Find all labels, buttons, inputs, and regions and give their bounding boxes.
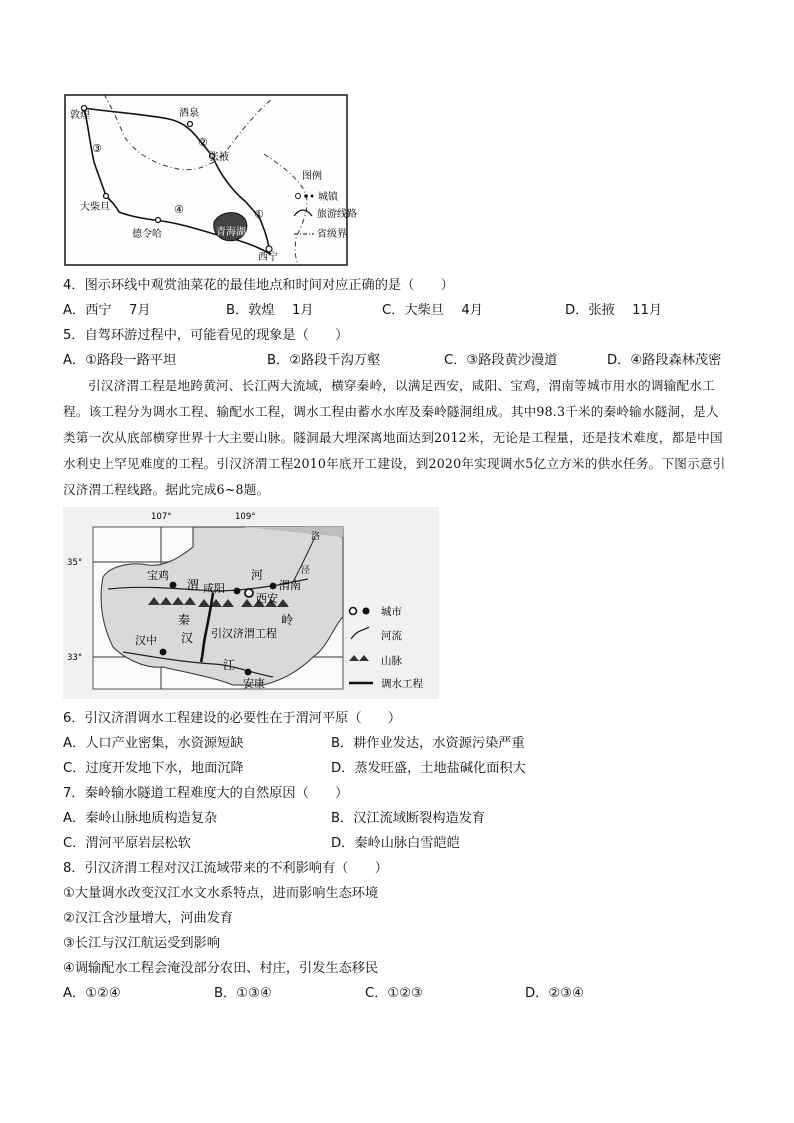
q4-option-a[interactable]: A．西宁 7月	[63, 303, 151, 318]
legend-project: 调水工程	[381, 678, 423, 690]
label-zhangye: 张掖	[209, 152, 229, 163]
legend-route: 旅游线路	[317, 209, 357, 220]
label-xian: 西安	[256, 592, 278, 605]
q7-stem: 7．秦岭输水隧道工程难度大的自然原因（ ）	[63, 786, 349, 801]
legend-city: 城市	[381, 606, 402, 618]
label-wei-1: 渭	[187, 578, 200, 592]
travel-route-map	[64, 94, 357, 266]
q8-option-c[interactable]: C．①②③	[365, 986, 423, 1001]
label-qinghaihu: 青海湖	[216, 227, 246, 238]
q6-option-d[interactable]: D．蒸发旺盛，土地盐碱化面积大	[331, 761, 526, 776]
town-dachaidan-dot	[104, 194, 109, 199]
label-baoji: 宝鸡	[147, 569, 169, 582]
label-weinan: 渭南	[279, 579, 301, 592]
q8-item-2: ②汉江含沙量增大，河曲发育	[63, 911, 234, 926]
q4-option-c[interactable]: C．大柴旦 4月	[382, 303, 483, 318]
route-marker-2: ②	[198, 136, 208, 149]
label-han-1: 汉	[181, 631, 194, 645]
legend-river: 河流	[381, 630, 402, 642]
city-hanzhong-dot	[160, 649, 167, 656]
label-dachaidan: 大柴旦	[80, 202, 110, 213]
town-delingha-dot	[156, 218, 161, 223]
q6-option-c[interactable]: C．过度开发地下水，地面沉降	[63, 761, 244, 776]
label-delingha: 德令哈	[132, 229, 162, 240]
hanjiang-weihe-project-map	[63, 507, 439, 699]
q7-option-a[interactable]: A．秦岭山脉地质构造复杂	[63, 811, 218, 826]
lat-label-35: 35°	[67, 558, 83, 568]
city-baoji-dot	[170, 582, 177, 589]
reading-passage: 引汉济渭工程是地跨黄河、长江两大流域，横穿秦岭，以满足西安，咸阳、宝鸡，渭南等城市用水的调输配水工程。该工程分为调水工程、输配水工程，调水工程由蓄水水库及秦岭隧洞组成。其中98.3千米的秦岭输水隧洞，是人类第一次从底部横穿世界十大主要山脉。隧洞最大埋深离地面达到2012米，无论是工程量，还是技术难度，都是中国水利史上罕见难度的工程。引汉济渭工程2010年底开工建设，到2020年实现调水5亿立方米的供水任务。下图示意引汉济渭工程线路。据此完成6~8题。	[63, 378, 726, 497]
label-wei-2: 河	[251, 568, 264, 582]
label-project: 引汉济渭工程	[211, 627, 277, 640]
q4-stem: 4．图示环线中观赏油菜花的最佳地点和时间对应正确的是（ ）	[63, 278, 454, 293]
q6-option-a[interactable]: A．人口产业密集，水资源短缺	[63, 736, 244, 751]
city-xian-dot	[245, 589, 253, 597]
label-jing: 泾	[301, 566, 311, 576]
legend-border: 省级界	[317, 229, 347, 240]
q4-option-d[interactable]: D．张掖 11月	[565, 303, 663, 318]
city-weinan-dot	[270, 583, 277, 590]
legend-town: 城镇	[318, 192, 338, 203]
label-jiuquan: 酒泉	[179, 108, 199, 119]
lon-label-107: 107°	[151, 512, 172, 522]
q6-stem: 6．引汉济渭调水工程建设的必要性在于渭河平原（ ）	[63, 711, 402, 726]
route-marker-1: ①	[254, 208, 264, 221]
q7-option-c[interactable]: C．渭河平原岩层松软	[63, 836, 191, 851]
label-hanzhong: 汉中	[135, 634, 157, 647]
q5-stem: 5．自驾环游过程中，可能看见的现象是（ ）	[63, 328, 349, 343]
q8-option-d[interactable]: D．②③④	[525, 986, 584, 1001]
q4-option-b[interactable]: B．敦煌 1月	[226, 303, 314, 318]
q8-option-b[interactable]: B．①③④	[214, 986, 272, 1001]
q8-item-1: ①大量调水改变汉江水文水系特点，进而影响生态环境	[63, 886, 379, 901]
town-jiuquan-dot	[188, 122, 193, 127]
label-qin-2: 岭	[281, 613, 294, 627]
q8-item-3: ③长江与汉江航运受到影响	[63, 936, 220, 951]
q5-option-b[interactable]: B．②路段千沟万壑	[267, 353, 381, 368]
q5-option-a[interactable]: A．①路段一路平坦	[63, 353, 177, 368]
legend-title: 图例	[302, 171, 322, 182]
label-xianyang: 咸阳	[203, 582, 225, 595]
label-han-2: 江	[223, 658, 236, 672]
lat-label-33: 33°	[67, 653, 83, 663]
q7-option-b[interactable]: B．汉江流域断裂构造发育	[331, 811, 486, 826]
legend-mountain: 山脉	[381, 655, 402, 667]
q8-option-a[interactable]: A．①②④	[63, 986, 121, 1001]
label-luo: 洛	[311, 532, 321, 542]
city-xianyang-dot	[234, 588, 241, 595]
route-marker-3: ③	[92, 142, 102, 155]
q8-stem: 8．引汉济渭工程对汉江流域带来的不利影响有（ ）	[63, 861, 388, 876]
q7-option-d[interactable]: D．秦岭山脉白雪皑皑	[331, 836, 460, 851]
label-qin-1: 秦	[178, 613, 191, 627]
q8-item-4: ④调输配水工程会淹没部分农田、村庄，引发生态移民	[63, 961, 379, 976]
route-marker-4: ④	[174, 203, 184, 216]
label-dunhuang: 敦煌	[70, 110, 90, 121]
label-ankang: 安康	[243, 677, 265, 690]
q5-option-c[interactable]: C．③路段黄沙漫道	[444, 353, 558, 368]
q5-option-d[interactable]: D．④路段森林茂密	[607, 353, 722, 368]
lon-label-109: 109°	[235, 512, 256, 522]
q6-option-b[interactable]: B．耕作业发达，水资源污染严重	[331, 736, 525, 751]
city-ankang-dot	[245, 669, 252, 676]
label-xining: 西宁	[258, 252, 278, 263]
